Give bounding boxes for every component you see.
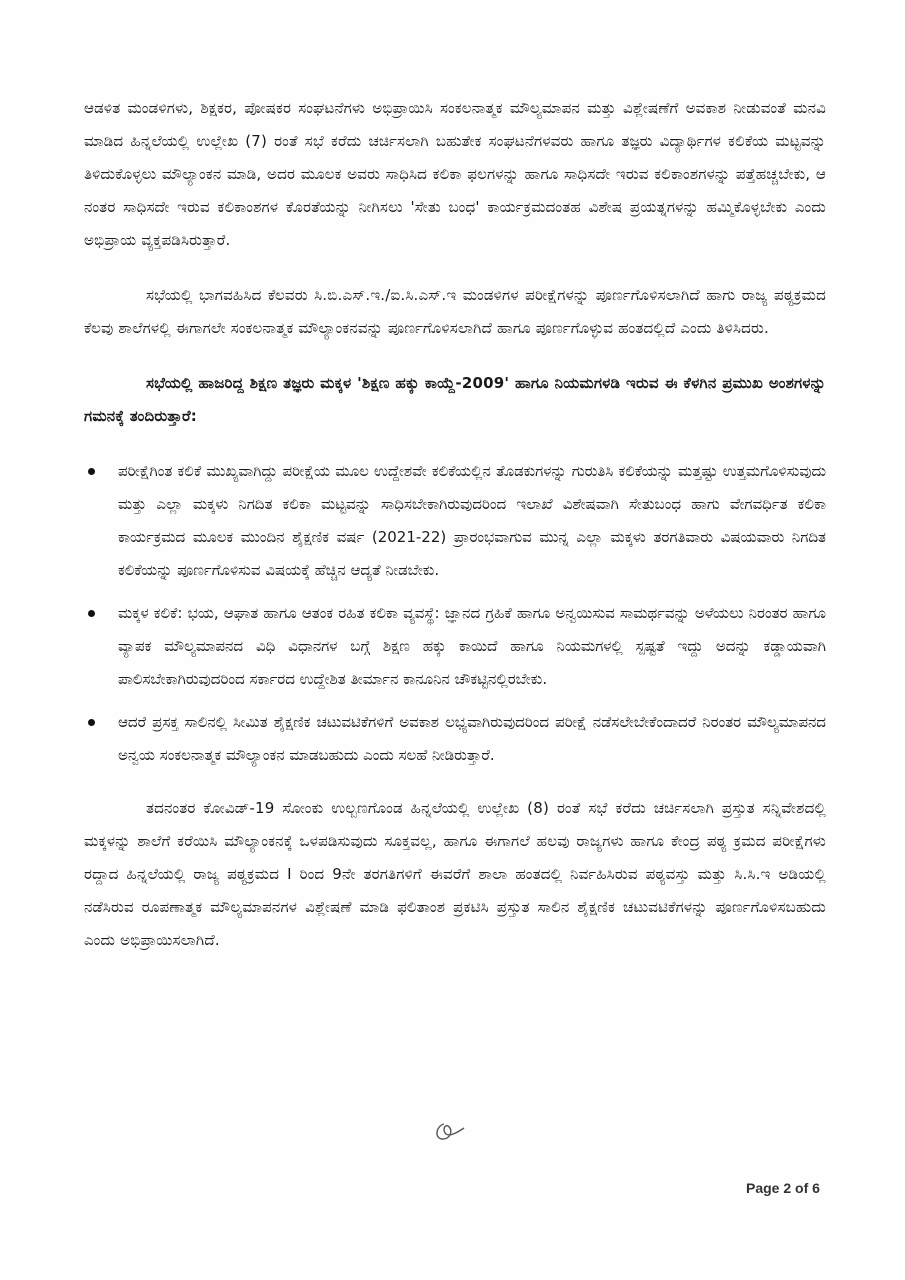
list-item [84,455,826,587]
list-item [84,706,826,772]
paragraph-boards-status: ಸಭೆಯಲ್ಲಿ ಭಾಗವಹಿಸಿದ ಕೆಲವರು ಸಿ.ಬಿ.ಎಸ್.ಇ./ಐ.ಸಿ.ಎಸ್.ಇ ಮಂಡಳಿಗಳ ಪರೀಕ್ಷೆಗಳನ್ನು ಪೂರ್ಣಗೊಳಿಸಲಾಗಿದೆ ಹಾಗು ರಾಜ್ಯ ಪಠ್ಯಕ್ರಮದ ಕೆಲವು ಶಾಲೆಗಳಲ್ಲಿ ಈಗಾಗಲೇ ಸಂಕಲನಾತ್ಮಕ ಮೌಲ್ಯಾಂಕನವನ್ನು ಪೂರ್ಣಗೊಳಿಸಲಾಗಿದೆ ಹಾಗೂ ಪೂರ್ಣಗೊಳ್ಳುವ ಹಂತದಲ್ಲಿದೆ ಎಂದು ತಿಳಿಸಿದರು. [84,286,826,337]
paragraph-covid-decision: ತದನಂತರ ಕೋವಿಡ್-19 ಸೋಂಕು ಉಲ್ಬಣಗೊಂಡ ಹಿನ್ನಲೆಯಲ್ಲಿ ಉಲ್ಲೇಖ (8) ರಂತೆ ಸಭೆ ಕರೆದು ಚರ್ಚಿಸಲಾಗಿ ಪ್ರಸ್ತುತ ಸನ್ನಿವೇಶದಲ್ಲಿ ಮಕ್ಕಳನ್ನು ಶಾಲೆಗೆ ಕರೆಯಿಸಿ ಮೌಲ್ಯಾಂಕನಕ್ಕೆ ಒಳಪಡಿಸುವುದು ಸೂಕ್ತವಲ್ಲ, ಹಾಗೂ ಈಗಾಗಲೆ ಹಲವು ರಾಜ್ಯಗಳು ಹಾಗೂ ಕೇಂದ್ರ ಪಠ್ಯ ಕ್ರಮದ ಪರೀಕ್ಷೆಗಳು ರದ್ದಾದ ಹಿನ್ನಲೆಯಲ್ಲಿ ರಾಜ್ಯ ಪಠ್ಯಕ್ರಮದ I ರಿಂದ 9ನೇ ತರಗತಿಗಳಿಗೆ ಈವರೆಗೆ ಶಾಲಾ ಹಂತದಲ್ಲಿ ನಿರ್ವಹಿಸಿರುವ ಪಠ್ಯವಸ್ತು ಮತ್ತು ಸಿ.ಸಿ.ಇ ಅಡಿಯಲ್ಲಿ ನಡೆಸಿರುವ ರೂಪಣಾತ್ಮಕ ಮೌಲ್ಯಮಾಪನಗಳ ವಿಶ್ಲೇಷಣೆ ಮಾಡಿ ಫಲಿತಾಂಶ ಪ್ರಕಟಿಸಿ ಪ್ರಸ್ತುತ ಸಾಲಿನ ಶೈಕ್ಷಣಿಕ ಚಟುವಟಿಕೆಗಳನ್ನು ಪೂರ್ಣಗೊಳಿಸಬಹುದು ಎಂದು ಅಭಿಪ್ರಾಯಿಸಲಾಗಿದೆ. [84,799,826,949]
list-item-text: ಪರೀಕ್ಷೆಗಿಂತ ಕಲಿಕೆ ಮುಖ್ಯವಾಗಿದ್ದು ಪರೀಕ್ಷೆಯ ಮೂಲ ಉದ್ದೇಶವೇ ಕಲಿಕೆಯಲ್ಲಿನ ತೊಡಕುಗಳನ್ನು ಗುರುತಿಸಿ ಕಲಿಕೆಯನ್ನು ಮತ್ತಷ್ಟು ಉತ್ತಮಗೊಳಿಸುವುದು ಮತ್ತು ಎಲ್ಲಾ ಮಕ್ಕಳು ನಿಗದಿತ ಕಲಿಕಾ ಮಟ್ಟವನ್ನು ಸಾಧಿಸಬೇಕಾಗಿರುವುದರಿಂದ ಇಲಾಖೆ ವಿಶೇಷವಾಗಿ ಸೇತುಬಂಧ ಹಾಗು ವೇಗವರ್ಧಿತ ಕಲಿಕಾ ಕಾರ್ಯಕ್ರಮದ ಮೂಲಕ ಮುಂದಿನ ಶೈಕ್ಷಣಿಕ ವರ್ಷ (2021-22) ಪ್ರಾರಂಭವಾಗುವ ಮುನ್ನ ಎಲ್ಲಾ ಮಕ್ಕಳು ತರಗತಿವಾರು ವಿಷಯವಾರು ನಿಗದಿತ ಕಲಿಕೆಯನ್ನು ಪೂರ್ಣಗೊಳಿಸುವ ವಿಷಯಕ್ಕೆ ಹೆಚ್ಚಿನ ಆದ್ಯತೆ ನೀಡಬೇಕು. [118,462,826,579]
bullet-icon [88,610,95,617]
list-item [84,597,826,696]
paragraph-opinion: ಆಡಳಿತ ಮಂಡಳಿಗಳು, ಶಿಕ್ಷಕರ, ಪೋಷಕರ ಸಂಘಟನೆಗಳು ಅಭಿಪ್ರಾಯಿಸಿ ಸಂಕಲನಾತ್ಮಕ ಮೌಲ್ಯಮಾಪನ ಮತ್ತು ವಿಶ್ಲೇಷಣೆಗೆ ಅವಕಾಶ ನೀಡುವಂತೆ ಮನವಿ ಮಾಡಿದ ಹಿನ್ನಲೆಯಲ್ಲಿ ಉಲ್ಲೇಖ (7) ರಂತೆ ಸಭೆ ಕರೆದು ಚರ್ಚಿಸಲಾಗಿ ಬಹುತೇಕ ಸಂಘಟನೆಗಳವರು ಹಾಗೂ ತಜ್ಞರು ವಿದ್ಯಾರ್ಥಿಗಳ ಕಲಿಕೆಯ ಮಟ್ಟವನ್ನು ತಿಳಿದುಕೊಳ್ಳಲು ಮೌಲ್ಯಾಂಕನ ಮಾಡಿ, ಅದರ ಮೂಲಕ ಅವರು ಸಾಧಿಸಿದ ಕಲಿಕಾ ಫಲಗಳನ್ನು ಹಾಗೂ ಸಾಧಿಸದೇ ಇರುವ ಕಲಿಕಾಂಶಗಳನ್ನು ಪತ್ತೆಹಚ್ಚಬೇಕು, ಆ ನಂತರ ಸಾಧಿಸದೇ ಇರುವ ಕಲಿಕಾಂಶಗಳ ಕೊರತೆಯನ್ನು ನೀಗಿಸಲು 'ಸೇತು ಬಂಧ' ಕಾರ್ಯಕ್ರಮದಂತಹ ವಿಶೇಷ ಪ್ರಯತ್ನಗಳನ್ನು ಹಮ್ಮಿಕೊಳ್ಳಬೇಕು ಎಂದು ಅಭಿಪ್ರಾಯ ವ್ಯಕ್ತಪಡಿಸಿರುತ್ತಾರೆ. [84,99,826,249]
list-item-text: ಮಕ್ಕಳ ಕಲಿಕೆ: ಭಯ, ಆಘಾತ ಹಾಗೂ ಆತಂಕ ರಹಿತ ಕಲಿಕಾ ವ್ಯವಸ್ಥೆ: ಜ್ಞಾನದ ಗ್ರಹಿಕೆ ಹಾಗೂ ಅನ್ವಯಿಸುವ ಸಾಮರ್ಥವನ್ನು ಅಳೆಯಲು ನಿರಂತರ ಹಾಗೂ ವ್ಯಾಪಕ ಮೌಲ್ಯಮಾಪನದ ವಿಧಿ ವಿಧಾನಗಳ ಬಗ್ಗೆ ಶಿಕ್ಷಣ ಹಕ್ಕು ಕಾಯಿದೆ ಹಾಗೂ ನಿಯಮಗಳಲ್ಲಿ ಸ್ಪಷ್ಟತೆ ಇದ್ದು ಅದನ್ನು ಕಡ್ಡಾಯವಾಗಿ ಪಾಲಿಸಬೇಕಾಗಿರುವುದರಿಂದ ಸರ್ಕಾರದ ಉದ್ದೇಶಿತ ತೀರ್ಮಾನ ಕಾನೂನಿನ ಚೌಕಟ್ಟಿನಲ್ಲಿರಬೇಕು. [118,604,826,688]
page-number: Page 2 of 6 [746,1180,820,1196]
document-body [84,92,826,979]
list-item-text: ಆದರೆ ಪ್ರಸಕ್ತ ಸಾಲಿನಲ್ಲಿ ಸೀಮಿತ ಶೈಕ್ಷಣಿಕ ಚಟುವಟಿಕೆಗಳಿಗೆ ಅವಕಾಶ ಲಭ್ಯವಾಗಿರುವುದರಿಂದ ಪರೀಕ್ಷೆ ನಡೆಸಲೇಬೇಕೆಂದಾದರೆ ನಿರಂತರ ಮೌಲ್ಯಮಾಪನದ ಅನ್ವಯ ಸಂಕಲನಾತ್ಮಕ ಮೌಲ್ಯಾಂಕನ ಮಾಡಬಹುದು ಎಂದು ಸಲಹೆ ನೀಡಿರುತ್ತಾರೆ. [118,713,826,764]
bullet-icon [88,719,95,726]
paragraph-experts-intro: ಸಭೆಯಲ್ಲಿ ಹಾಜರಿದ್ದ ಶಿಕ್ಷಣ ತಜ್ಞರು ಮಕ್ಕಳ 'ಶಿಕ್ಷಣ ಹಕ್ಕು ಕಾಯ್ದೆ-2009' ಹಾಗೂ ನಿಯಮಗಳಡಿ ಇರುವ ಈ ಕೆಳಗಿನ ಪ್ರಮುಖ ಅಂಶಗಳನ್ನು ಗಮನಕ್ಕೆ ತಂದಿರುತ್ತಾರೆ: [84,374,826,425]
key-points-list [84,455,826,772]
bullet-icon [88,468,95,475]
signature-icon [430,1118,470,1144]
